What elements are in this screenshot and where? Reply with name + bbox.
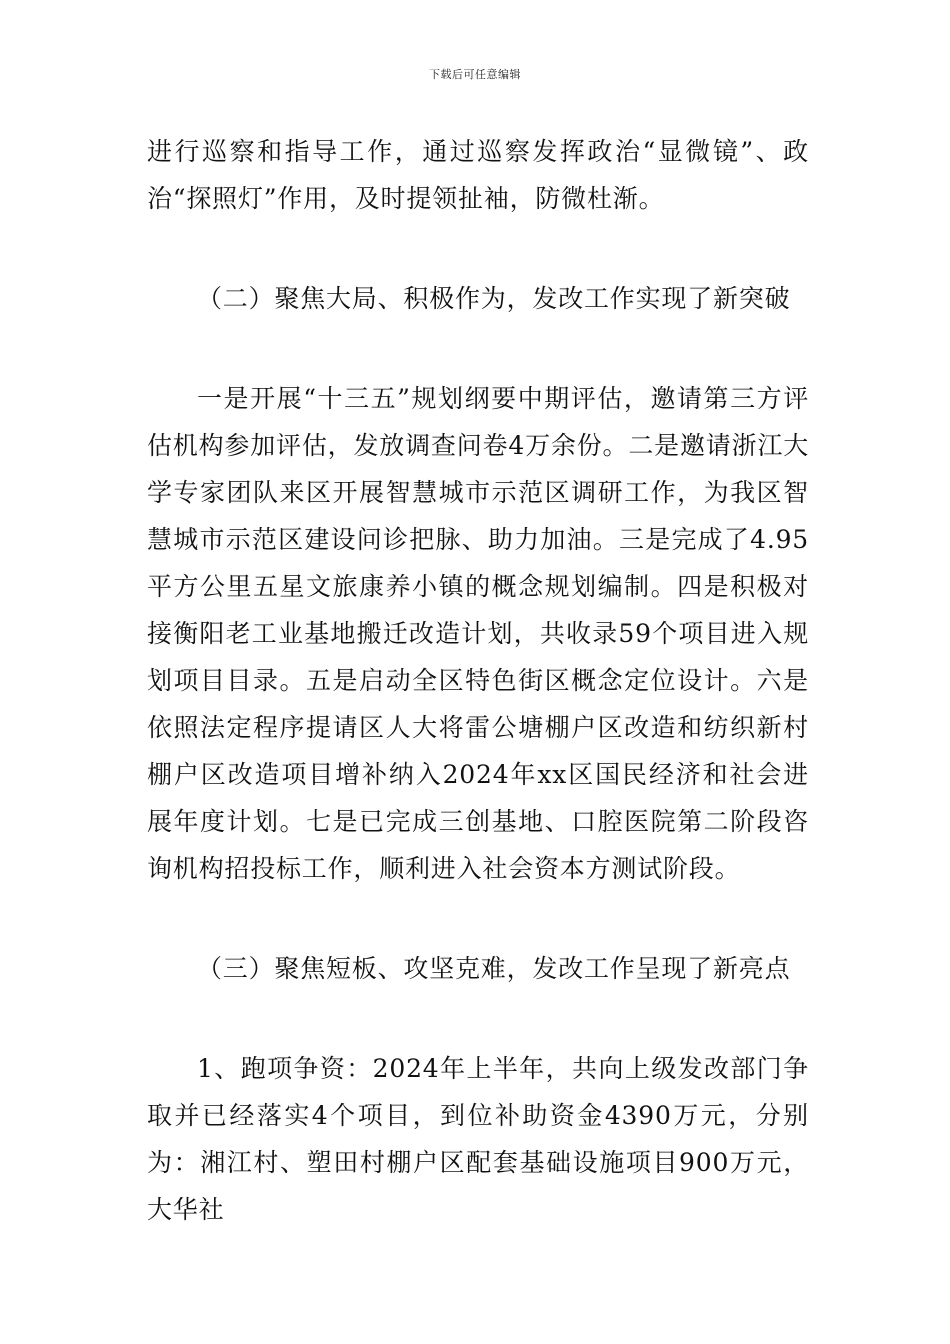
paragraph-gap bbox=[147, 322, 809, 375]
document-body bbox=[147, 128, 809, 1233]
paragraph-inspection: 进行巡察和指导工作，通过巡察发挥政治“显微镜”、政治“探照灯”作用，及时提领扯袖，防微杜渐。 bbox=[147, 137, 809, 213]
paragraph-gap bbox=[147, 892, 809, 945]
section-heading-3: （三）聚焦短板、攻坚克难，发改工作呈现了新亮点 bbox=[197, 954, 791, 983]
paragraph-gap bbox=[147, 992, 809, 1045]
header-note: 下载后可任意编辑 bbox=[429, 68, 521, 81]
paragraph-funding: 1、跑项争资：2024年上半年，共向上级发改部门争取并已经落实4个项目，到位补助资金4390万元，分别为：湘江村、塑田村棚户区配套基础设施项目900万元，大华社 bbox=[147, 1054, 809, 1224]
paragraph-achievements: 一是开展“十三五”规划纲要中期评估，邀请第三方评估机构参加评估，发放调查问卷4万余份。二是邀请浙江大学专家团队来区开展智慧城市示范区调研工作，为我区智慧城市示范区建设问诊把脉、助力加油。三是完成了4.95平方公里五星文旅康养小镇的概念规划编制。四是积极对接衡阳老工业基地搬迁改造计划，共收录59个项目进入规划项目目录。五是启动全区特色街区概念定位设计。六是依照法定程序提请区人大将雷公塘棚户区改造和纺织新村棚户区改造项目增补纳入2024年xx区国民经济和社会进展年度计划。七是已完成三创基地、口腔医院第二阶段咨询机构招投标工作，顺利进入社会资本方测试阶段。 bbox=[147, 384, 809, 883]
section-heading-2: （二）聚焦大局、积极作为，发改工作实现了新突破 bbox=[197, 284, 791, 313]
paragraph-gap bbox=[147, 222, 809, 275]
